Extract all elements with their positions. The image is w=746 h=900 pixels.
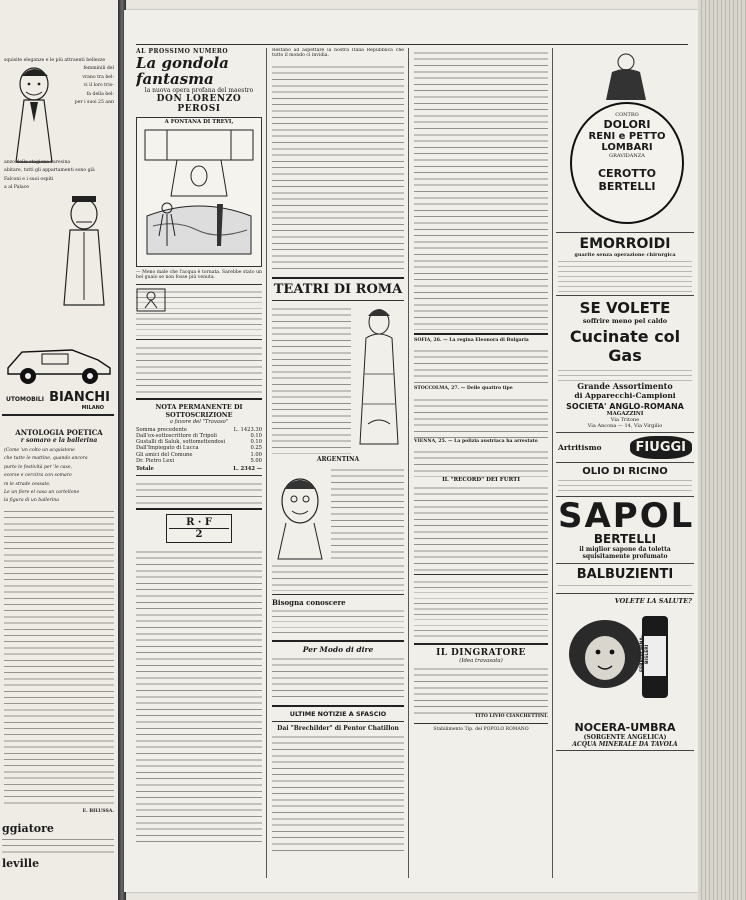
sofia-dateline: SOFIA, 26. — La regina Eleonora di Bulgaria — [414, 338, 529, 343]
acqua-label: ACQUA MINERALE DA TAVOLA — [572, 741, 678, 748]
poem-line-5: Le un fiore el casa un cartellone — [4, 490, 80, 496]
trevi-quote: — Meno male che l'acqua è tornata. Sarebbe stato un bel guaio se non fosse più venuta. — [136, 270, 262, 281]
tritone-label: Via Tritone — [610, 417, 640, 423]
poem-line-2: purte le festività per 'le case, — [4, 464, 73, 470]
emorroidi-subtitle: guarite senza operazione chirurgica — [574, 252, 676, 258]
poem-line-6: la figura di un ballerina — [4, 498, 59, 504]
sottoscrizione-title: NOTA PERMANENTE DI SOTTOSCRIZIONE — [155, 402, 243, 419]
ancona-label: Via Ancona — 14, Via Virgilio — [587, 423, 663, 429]
car-name-label: BIANCHI — [49, 390, 111, 405]
woman-figure-icon — [596, 50, 656, 102]
poem-line-4: m le strade cessate. — [4, 481, 51, 487]
cerotto-bertelli-ad — [556, 48, 694, 233]
poem-line-1: che tutte le mattine, quando ancora — [4, 456, 88, 462]
soffrire-label: soffrire meno pel caldo — [582, 317, 668, 325]
printer-footer: Stabilimento Tip. del POPOLO ROMANO — [433, 726, 529, 732]
olio-ricino-ad — [556, 463, 694, 497]
lion-icon — [560, 606, 690, 706]
sottoscrizione-row: Gustalli di Saluk, sottomettendosi 0.10 — [136, 439, 262, 446]
man-caricature-illustration — [272, 465, 328, 561]
sapol-ad — [556, 497, 694, 564]
reni-label: RENI e PETTO — [588, 131, 666, 142]
left-mid-line-0: anzo della stagione varesina — [4, 160, 71, 165]
bisogna-heading: Bisogna conoscere — [272, 597, 346, 607]
fiuggi-ad — [556, 433, 694, 463]
sottoscrizione-row: Dall'Impiegato di Lucca 0.25 — [136, 445, 262, 452]
gravidanza-label: GRAVIDANZA — [609, 153, 645, 159]
sottoscrizione-row: Gli amici del Comune 1.00 — [136, 451, 262, 458]
sottoscrizione-row: Somma precedente L. 1423.30 — [136, 426, 262, 433]
sapol-title: SAPOL — [558, 496, 694, 536]
left-mid-line-3: a al Palace — [4, 185, 29, 191]
ultime-notizie-heading: ULTIME NOTIZIE A SFASCIO — [289, 709, 387, 718]
balbuzienti-title: BALBUZIENTI — [576, 567, 674, 582]
woman-caricature-illustration — [354, 304, 404, 454]
poem-line-0: (Come 'un colto un acquistone — [4, 448, 75, 453]
col2-intro: Restano ad aspettare la nostra Italia Repubblica che tutto il mondo ci invidia. — [272, 48, 404, 59]
left-top-line-3: vi il loro trio- — [83, 83, 114, 89]
left-top-line-4: fa della bel- — [86, 91, 114, 97]
apparecchi-label: di Apparecchi-Campioni — [574, 391, 676, 400]
column-3 — [414, 48, 548, 878]
caricature-man-illustration — [4, 62, 64, 172]
sapol-bertelli: BERTELLI — [593, 532, 657, 546]
nocera-label: NOCERA-UMBRA — [574, 721, 676, 734]
column-1 — [136, 48, 262, 878]
left-top-line-1: femminili del — [83, 66, 114, 72]
left-top-line-2: vrano tra bel- — [82, 74, 114, 80]
left-bottom-word-1: leville — [2, 857, 40, 870]
emorroidi-ad — [556, 233, 694, 296]
antologia-subtitle: r somaro e la ballerina — [20, 437, 98, 444]
left-top-line-5: per i suoi 25 ann — [74, 100, 114, 106]
sottoscrizione-row: Dall'ex-sottoscrittore di Tripoli 0.10 — [136, 433, 262, 440]
caricature-gentleman-illustration — [50, 190, 116, 310]
sottoscrizione-row: Dr. Pietro Lexi 5.00 — [136, 457, 262, 464]
trevi-illustration-frame — [136, 117, 262, 267]
sottoscrizione-list — [136, 427, 262, 472]
dai-heading: Dai "Brechilder" di Pentor Chatillon — [277, 724, 399, 732]
left-page — [0, 0, 118, 900]
left-mid-line-1: abitare, tutti gli appartamenti sono già — [4, 168, 95, 174]
fiuggi-label: FIUGGI — [630, 436, 692, 459]
col3-body-text — [414, 48, 548, 330]
dingratore-title: IL DINGRATORE — [436, 648, 526, 659]
car-city-label: MILANO — [81, 405, 104, 411]
teatri-title: TEATRI DI ROMA — [273, 281, 403, 297]
trevi-caption: A FONTANA DI TREVI, — [164, 119, 234, 125]
col1-body-text — [136, 343, 262, 395]
sapol-subtitle: il miglior sapone da toletta squisitamente profumato — [579, 546, 671, 560]
per-modo-heading: Per Modo di dire — [302, 644, 374, 654]
lombari-label: LOMBARI — [601, 142, 653, 153]
rf-label: R · F — [186, 517, 212, 529]
fountain-illustration — [137, 126, 261, 260]
gondola-author: DON LORENZO PEROSI — [156, 94, 242, 114]
antologia-title: ANTOLOGIA POETICA — [15, 428, 103, 437]
societa-label: SOCIETA' ANGLO-ROMANA — [566, 402, 684, 411]
cerotto-label: CEROTTO BERTELLI — [597, 167, 657, 193]
dolori-label: DOLORI — [603, 118, 651, 131]
ferro-china-label: FERRO-CHINA-BISLERI — [640, 635, 650, 673]
left-mid-line-2: Falconi e i suoi ospiti — [4, 176, 54, 182]
emorroidi-title: EMORROIDI — [579, 236, 671, 252]
dingratore-subtitle: (Idea travasata) — [459, 658, 503, 665]
vienna-dateline: VIENNA, 25. — La polizia austriaca ha arrestato — [414, 438, 538, 444]
page-stack-edge — [698, 0, 746, 900]
automobile-illustration — [2, 338, 114, 386]
argentina-heading: ARGENTINA — [316, 455, 360, 463]
car-brand-label: UTOMOBILI — [5, 396, 44, 403]
cucinate-label: Cucinate col Gas — [569, 327, 681, 365]
gondola-subtitle: la nuova opera profana del maestro — [144, 87, 254, 94]
left-top-line-0: squisite eleganze e le più attraenti bellezze — [4, 58, 106, 63]
magazzini-label: MAGAZZINI — [606, 411, 644, 417]
olio-label: OLIO DI RICINO — [582, 466, 668, 477]
balbuzienti-ad — [556, 564, 694, 594]
main-page — [124, 10, 698, 892]
poem-signature: E. BILUSSA. — [82, 808, 114, 814]
column-2 — [272, 48, 404, 878]
ferro-china-bisleri-ad — [556, 594, 694, 751]
rf-number: 2 — [169, 528, 229, 540]
record-heading: IL "RECORD" DEI FURTI — [442, 477, 520, 484]
poem-line-3: ecorse e cercitra con somaro — [4, 473, 72, 479]
salute-label: VOLETE LA SALUTE? — [614, 597, 692, 605]
left-bottom-word-0: ggiatore — [2, 822, 54, 835]
dolori-contro: CONTRO — [615, 112, 639, 118]
small-figure-illustration — [136, 288, 166, 312]
se-volete-title: SE VOLETE — [579, 299, 671, 317]
rf-article-body — [136, 547, 262, 847]
col2-body-text — [272, 62, 404, 274]
artritismo-label: Artritismo — [558, 443, 602, 452]
grande-label: Grande Assortimento — [577, 381, 673, 391]
gondola-title: La gondola fantasma — [136, 54, 229, 88]
rf-box — [166, 514, 232, 543]
stoccolma-dateline: STOCCOLMA, 27. — Delle quattro tipe — [414, 386, 513, 392]
sorgente-label: (SORGENTE ANGELICA) — [583, 734, 667, 741]
poem-body-text-lines — [4, 507, 114, 807]
gondola-kicker: AL PROSSIMO NUMERO — [136, 48, 229, 55]
sottoscrizione-total: Totale L. 2342 — — [136, 466, 262, 473]
dingratore-signature: TITO LIVIO CIANCHETTINI. — [474, 714, 548, 720]
sottoscrizione-subtitle: a favore del "Travaso" — [169, 418, 229, 425]
gas-ad — [556, 296, 694, 433]
ads-column — [556, 48, 694, 878]
